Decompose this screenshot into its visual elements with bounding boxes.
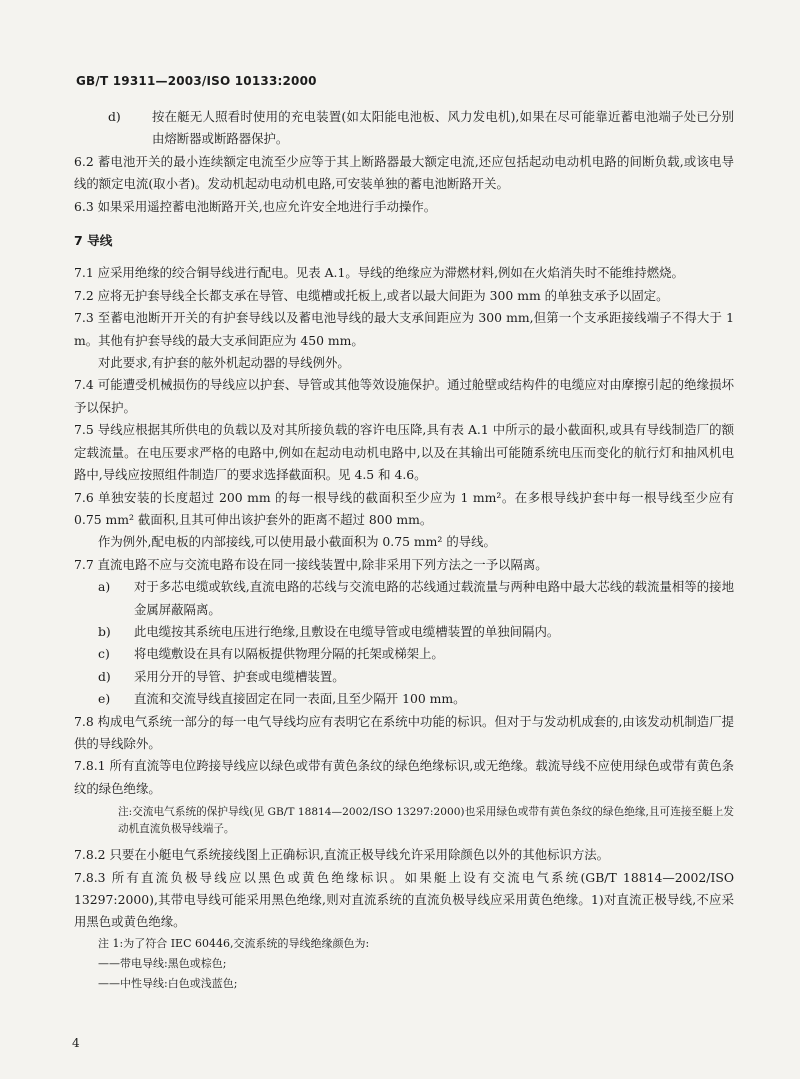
clause-7-7-d	[74, 666, 734, 688]
note-7-8-1: 注:交流电气系统的保护导线(见 GB/T 18814—2002/ISO 13297:2000)也采用绿色或带有黄色条纹的绿色绝缘,且可连接至艇上发动机直流负极导线端子。	[118, 806, 734, 836]
note-line: 注 1:为了符合 IEC 60446,交流系统的导线绝缘颜色为:	[98, 936, 370, 950]
note-line: ——中性导线:白色或浅蓝色;	[98, 976, 238, 990]
clause-7-5: 7.5 导线应根据其所供电的负载以及对其所接负载的容许电压降,具有表 A.1 中所示的最小截面积,或具有导线制造厂的额定载流量。在电压要求严格的电路中,例如在起动电动机电路中,以及在其输出可能随系统电压而变化的航行灯和抽风机电路中,导线应按照组件制造厂的要求选择截面积。见 4.5 和 4.6。	[74, 422, 734, 483]
clause-7-7-c	[74, 643, 734, 665]
item-label: d)	[98, 668, 111, 684]
item-text: 采用分开的导管、护套或电缆槽装置。	[134, 668, 345, 684]
item-label: e)	[98, 691, 111, 707]
page-number: 4	[72, 1036, 80, 1050]
clause-7-8-1: 7.8.1 所有直流等电位跨接导线应以绿色或带有黄色条纹的绿色绝缘标识,或无绝缘。载流导线不应使用绿色或带有黄色条纹的绿色绝缘。	[74, 758, 734, 796]
note-line: ——带电导线:黑色或棕色;	[98, 956, 227, 970]
document-body	[74, 104, 734, 994]
clause-7-6-exception: 作为例外,配电板的内部接线,可以使用最小截面积为 0.75 mm² 的导线。	[98, 534, 496, 550]
clause-7-8: 7.8 构成电气系统一部分的每一电气导线均应有表明它在系统中功能的标识。但对于与发动机成套的,由该发动机制造厂提供的导线除外。	[74, 713, 734, 751]
clause-7-8-2: 7.8.2 只要在小艇电气系统接线图上正确标识,直流正极导线允许采用除颜色以外的其他标识方法。	[74, 847, 610, 863]
item-label: a)	[98, 579, 111, 595]
clause-7-7-b	[74, 621, 734, 643]
item-text: 将电缆敷设在具有以隔板提供物理分隔的托架或梯架上。	[134, 646, 444, 662]
item-label: b)	[98, 623, 111, 639]
clause-7-7-a	[74, 576, 734, 621]
clause-7-1: 7.1 应采用绝缘的绞合铜导线进行配电。见表 A.1。导线的绝缘应为滞燃材料,例如在火焰消失时不能维持燃烧。	[74, 265, 684, 281]
item-text: 对于多芯电缆或软线,直流电路的芯线与交流电路的芯线通过载流量与两种电路中最大芯线的载流量相等的接地金属屏蔽隔离。	[134, 579, 734, 617]
item-label: d)	[108, 109, 121, 124]
item-text: 按在艇无人照看时使用的充电装置(如太阳能电池板、风力发电机),如果在尽可能靠近蓄电池端子处已分别由熔断器或断路器保护。	[152, 109, 734, 147]
item-text: 此电缆按其系统电压进行绝缘,且敷设在电缆导管或电缆槽装置的单独间隔内。	[134, 623, 560, 639]
clause-7-4: 7.4 可能遭受机械损伤的导线应以护套、导管或其他等效设施保护。通过舱壁或结构件的电缆应对由摩擦引起的绝缘损坏予以保护。	[74, 377, 734, 415]
clause-7-6: 7.6 单独安装的长度超过 200 mm 的每一根导线的截面积至少应为 1 mm²。在多根导线护套中每一根导线至少应有 0.75 mm² 截面积,且其可伸出该护套外的距离不超过 800 mm。	[74, 489, 734, 527]
clause-6-3: 6.3 如果采用遥控蓄电池断路开关,也应允许安全地进行手动操作。	[74, 198, 437, 214]
clause-7-3: 7.3 至蓄电池断开开关的有护套导线以及蓄电池导线的最大支承间距应为 300 mm,但第一个支承距接线端子不得大于 1 m。其他有护套导线的最大支承间距应为 450 mm。	[74, 310, 734, 348]
clause-6-2: 6.2 蓄电池开关的最小连续额定电流至少应等于其上断路器最大额定电流,还应包括起动电动机电路的间断负载,或该电导线的额定电流(取小者)。发动机起动电动机电路,可安装单独的蓄电池断路开关。	[74, 153, 734, 192]
notes-block	[74, 934, 734, 994]
clause-6-1-d	[74, 106, 734, 151]
item-text: 直流和交流导线直接固定在同一表面,且至少隔开 100 mm。	[134, 691, 466, 707]
clause-7-2: 7.2 应将无护套导线全长都支承在导管、电缆槽或托板上,或者以最大间距为 300 mm 的单独支承予以固定。	[74, 287, 669, 303]
standard-header: GB/T 19311—2003/ISO 10133:2000	[76, 74, 317, 88]
clause-7-3-exception: 对此要求,有护套的舷外机起动器的导线例外。	[98, 355, 350, 371]
clause-7-7: 7.7 直流电路不应与交流电路布设在同一接线装置中,除非采用下列方法之一予以隔离。	[74, 556, 548, 572]
section-7-heading: 7 导线	[74, 233, 113, 249]
item-label: c)	[98, 646, 110, 662]
clause-7-8-3: 7.8.3 所有直流负极导线应以黑色或黄色绝缘标识。如果艇上设有交流电气系统(GB/T 18814—2002/ISO 13297:2000),其带电导线可能采用黑色绝缘,则对直流系统的直流负极导线应采用黄色绝缘。1)对直流正极导线,不应采用黑色或黄色绝缘。	[74, 869, 734, 930]
clause-7-7-e	[74, 688, 734, 710]
